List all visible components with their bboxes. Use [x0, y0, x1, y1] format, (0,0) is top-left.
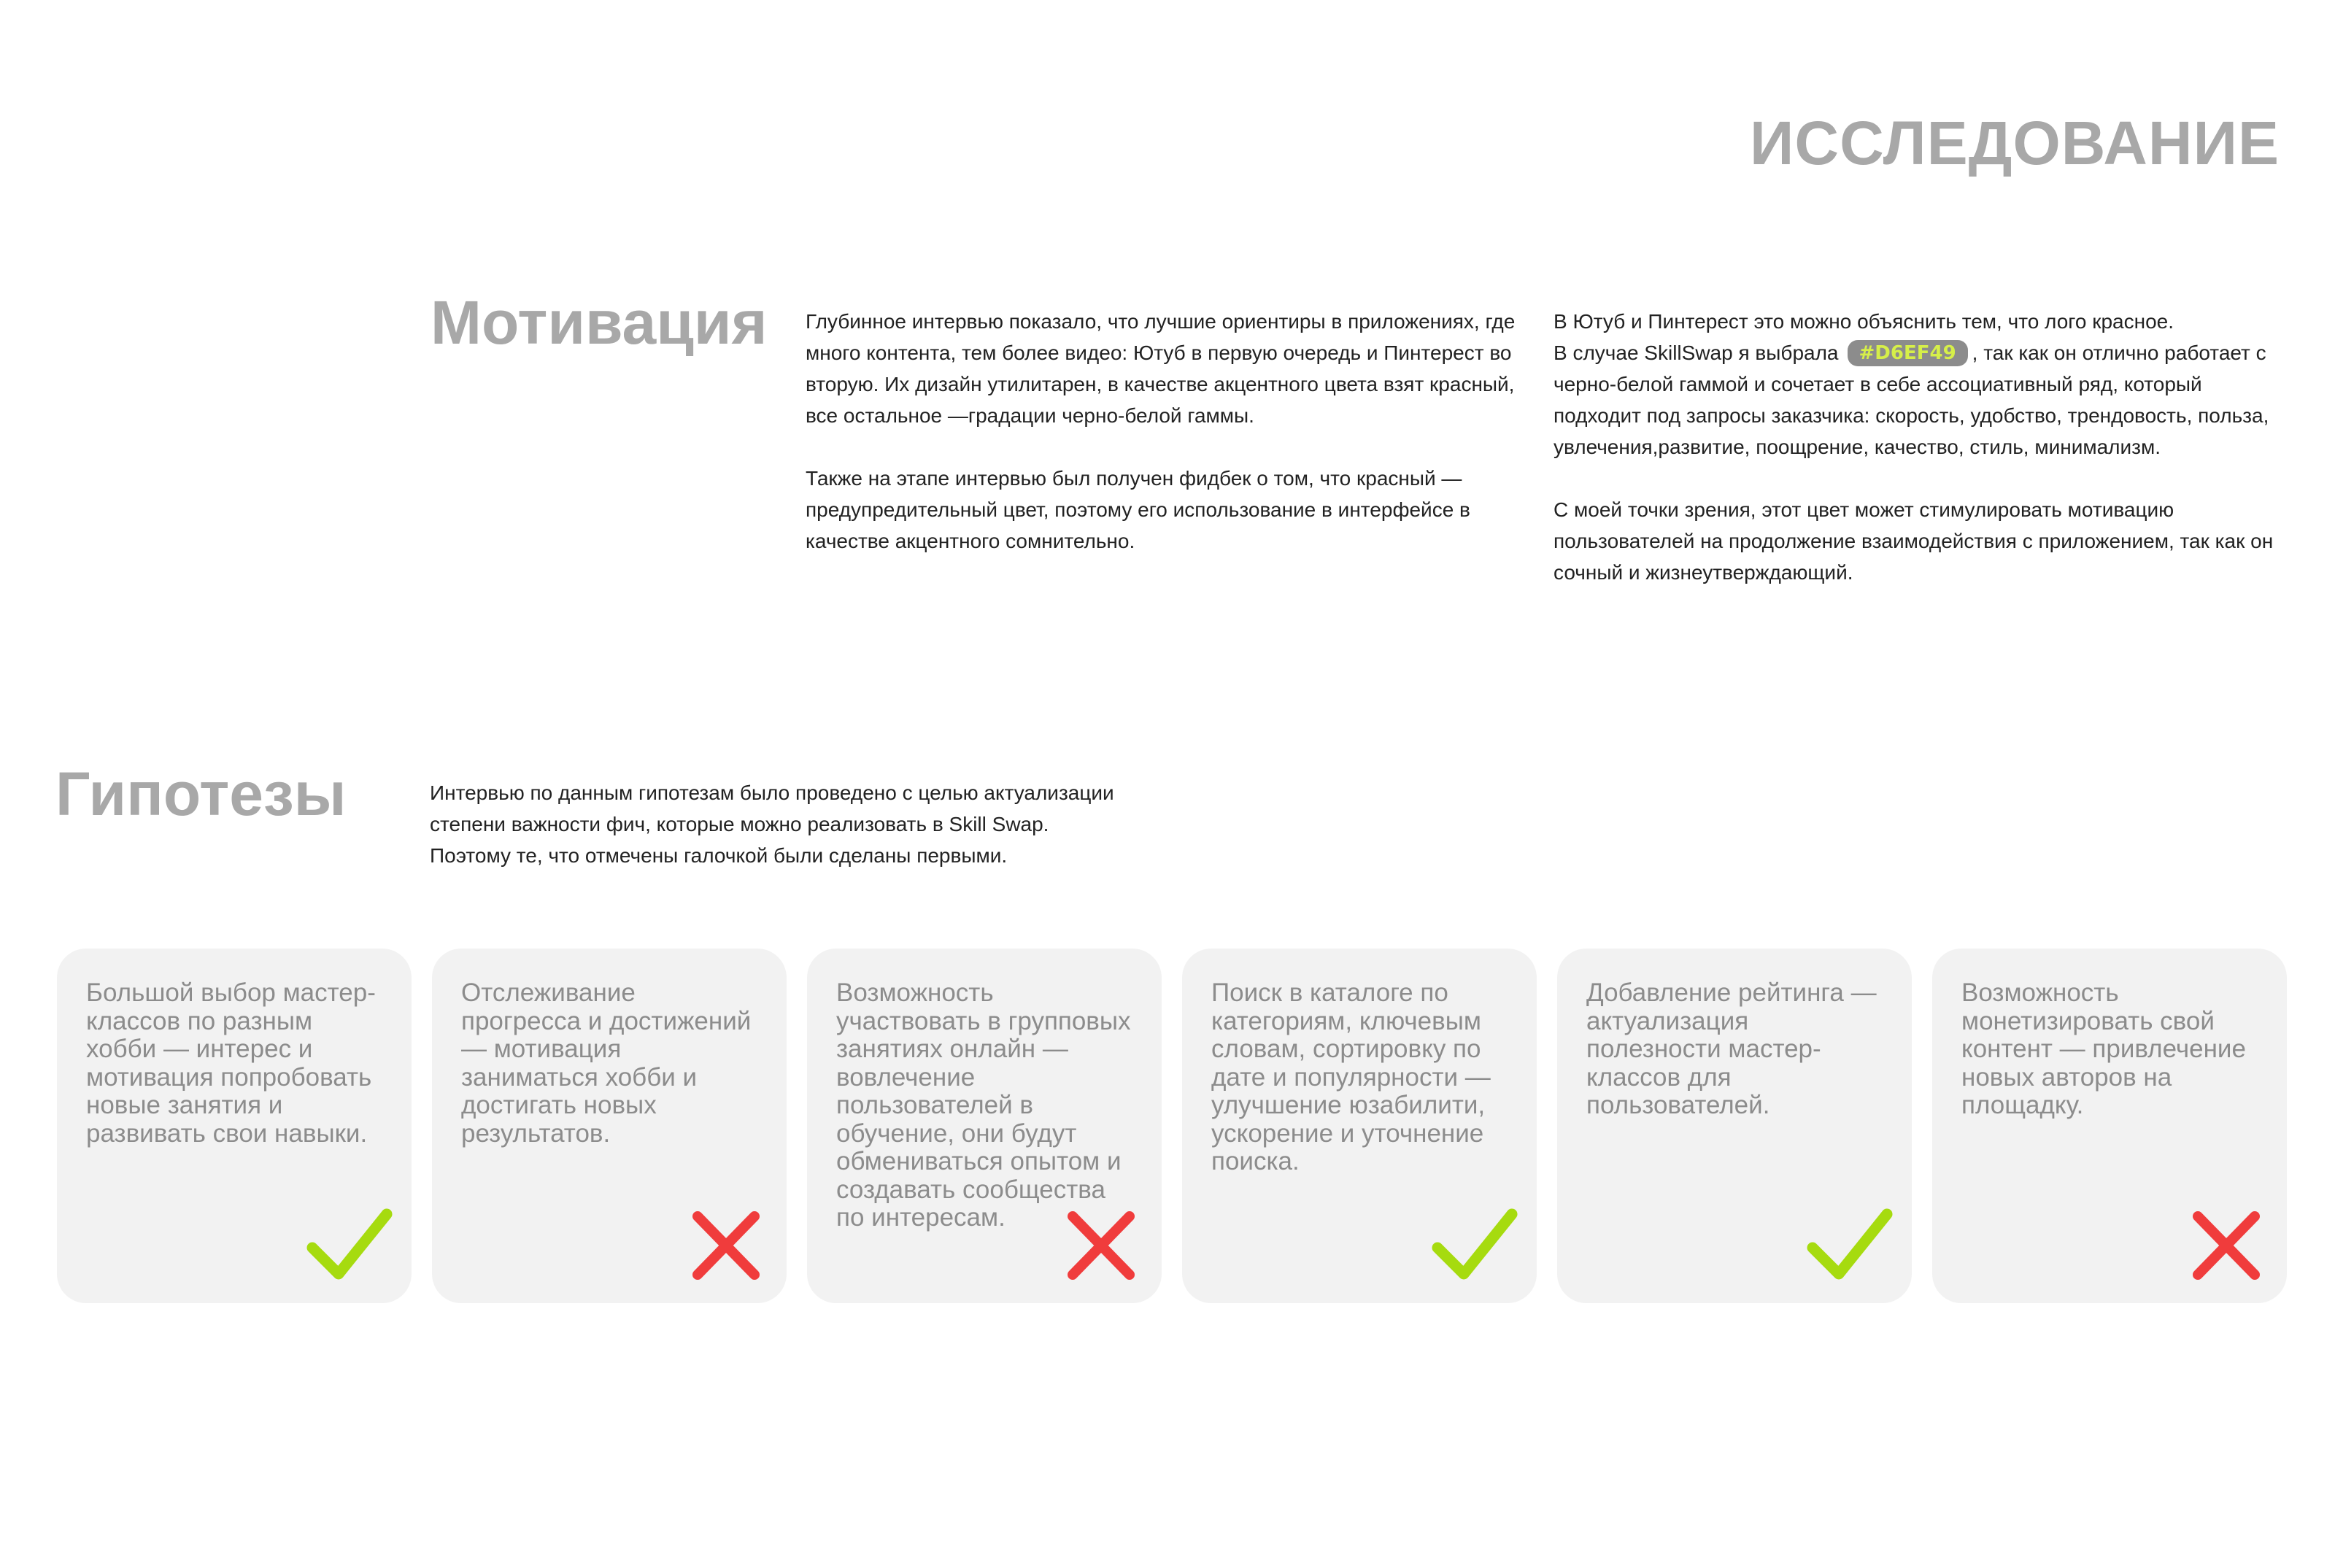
- hypothesis-text: Большой выбор мастер-классов по разным хобби — интерес и мотивация попробовать новые занятия и развивать свои навыки.: [86, 978, 376, 1148]
- hypothesis-text: Поиск в каталоге по категориям, ключевым словам, сортировку по дате и популярности — улучшение юзабилити, ускорение и уточнение поиска.: [1211, 978, 1491, 1175]
- cross-icon: [1057, 1205, 1144, 1286]
- hypothesis-card: [1182, 949, 1537, 1303]
- check-icon: [1432, 1205, 1519, 1286]
- hypotheses-description: Интервью по данным гипотезам было проведено с целью актуализации степени важности фич, которые можно реализовать в Skill Swap. Поэтому те, что отмечены галочкой были сделаны первыми.: [430, 781, 1114, 867]
- accent-color-chip: #D6EF49: [1848, 340, 1968, 366]
- motivation-paragraph-2: Также на этапе интервью был получен фидбек о том, что красный — предупредительный цвет, поэтому его использование в интерфейсе в качестве акцентного сомнительно.: [806, 467, 1470, 552]
- choice-line-start: В случае SkillSwap я выбрала: [1554, 341, 1839, 364]
- motivation-paragraph-3: [1554, 306, 2290, 463]
- hypothesis-card: [1557, 949, 1912, 1303]
- hypothesis-card: [57, 949, 412, 1303]
- hypotheses-cards: [57, 949, 2287, 1303]
- motivation-heading: Мотивация: [431, 288, 768, 357]
- check-icon: [306, 1205, 394, 1286]
- logo-line: В Ютуб и Пинтерест это можно объяснить тем, что лого красное.: [1554, 310, 2174, 333]
- hypothesis-text: Добавление рейтинга — актуализация полезности мастер-классов для пользователей.: [1586, 978, 1877, 1119]
- motivation-paragraph-1: Глубинное интервью показало, что лучшие ориентиры в приложениях, где много контента, тем более видео: Ютуб в первую очередь и Пинтерест во вторую. Их дизайн утилитарен, в качестве акцентного цвета взят красный, все остальное —градации черно-белой гаммы.: [806, 310, 1516, 427]
- hypothesis-card: [807, 949, 1162, 1303]
- hypothesis-text: Возможность участвовать в групповых занятиях онлайн — вовлечение пользователей в обучение, они будут обмениваться опытом и создавать сообщества по интересам.: [836, 978, 1131, 1232]
- hypothesis-text: Отслеживание прогресса и достижений — мотивация заниматься хобби и достигать новых результатов.: [461, 978, 752, 1148]
- cross-icon: [2182, 1205, 2269, 1286]
- hypotheses-heading: Гипотезы: [55, 760, 347, 828]
- choice-line-rest: , так как он отлично работает с черно-белой гаммой и сочетает в себе ассоциативный ряд, который подходит под запросы заказчика: скорость, удобство, трендовость, польза, увлечения,развитие, поощрение, качество, стиль, минимализм.: [1554, 341, 2269, 458]
- motivation-paragraph-4: С моей точки зрения, этот цвет может стимулировать мотивацию пользователей на продолжение взаимодействия с приложением, так как он сочный и жизнеутверждающий.: [1554, 498, 2274, 584]
- motivation-column-1: [806, 306, 1528, 557]
- cross-icon: [682, 1205, 769, 1286]
- hypotheses-description-block: [430, 777, 1123, 871]
- hypothesis-card: [432, 949, 787, 1303]
- page-title: ИССЛЕДОВАНИЕ: [1750, 109, 2280, 177]
- motivation-column-2: [1554, 306, 2290, 588]
- hypothesis-text: Возможность монетизировать свой контент — привлечение новых авторов на площадку.: [1961, 978, 2246, 1119]
- check-icon: [1807, 1205, 1894, 1286]
- hypothesis-card: [1932, 949, 2287, 1303]
